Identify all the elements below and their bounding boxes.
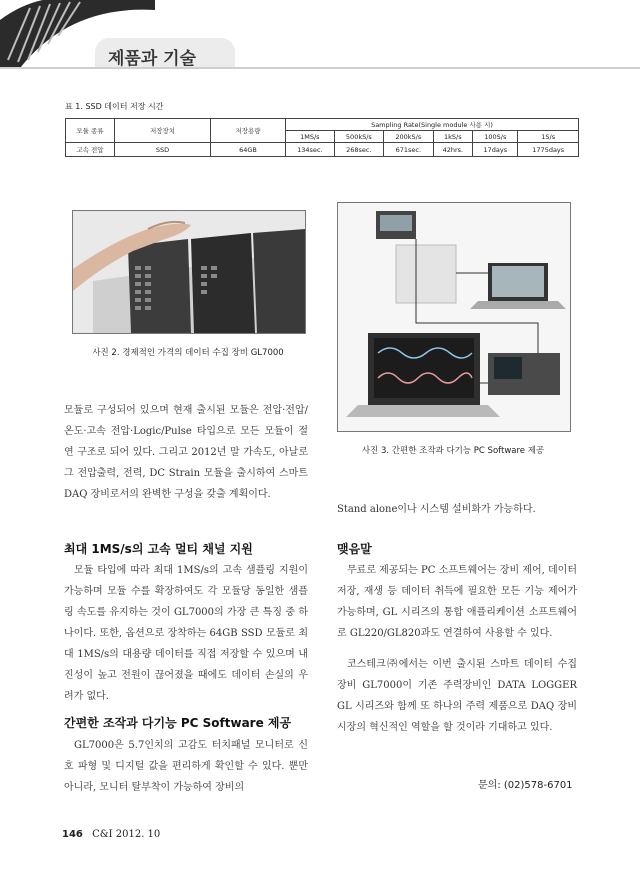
header-rule bbox=[0, 67, 640, 69]
software-paragraph: GL7000은 5.7인치의 고감도 터치패널 모니터로 신호 파형 및 디지털 값을 편리하게 확인할 수 있다. 뿐만 아니라, 모니터 탈부착이 가능하여 장비의 bbox=[64, 740, 308, 793]
heading-conclusion: 맺음말 bbox=[337, 542, 372, 556]
heading-software: 간편한 조작과 다기능 PC Software 제공 bbox=[64, 716, 292, 730]
th-rate: 1S/s bbox=[518, 131, 579, 143]
magazine-issue: C&I 2012. 10 bbox=[92, 829, 161, 840]
th-rate: 1MS/s bbox=[286, 131, 335, 143]
cell-value: 42hrs. bbox=[433, 143, 473, 157]
cell-module: 고속 전압 bbox=[66, 143, 115, 157]
continuation-text: Stand alone이나 시스템 설비화가 가능하다. bbox=[337, 504, 536, 515]
page-footer bbox=[62, 829, 160, 840]
th-rate: 200kS/s bbox=[384, 131, 433, 143]
photo-gl7000-modules bbox=[72, 210, 306, 334]
table-row bbox=[66, 143, 579, 157]
heading-multichannel: 최대 1MS/s의 고속 멀티 채널 지원 bbox=[64, 542, 253, 556]
cell-value: 268sec. bbox=[334, 143, 383, 157]
contact-info: 문의: (02)578-6701 bbox=[478, 780, 573, 791]
section-title: 제품과 기술 bbox=[108, 49, 197, 69]
th-device: 저장장치 bbox=[115, 119, 211, 143]
cell-value: 134sec. bbox=[286, 143, 335, 157]
th-module: 모듈 종류 bbox=[66, 119, 115, 143]
cell-value: 1775days bbox=[518, 143, 579, 157]
conclusion-paragraph-1: 무료로 제공되는 PC 소프트웨어는 장비 제어, 데이터 저장, 재생 등 데이터 취득에 필요한 모든 기능 제어가 가능하며, GL 시리즈의 통합 애플리케이션 소프트웨어로 GL220/GL820과도 연결하여 사용할 수 있다. bbox=[337, 565, 577, 639]
table-caption: 표 1. SSD 데이터 저장 시간 bbox=[65, 102, 164, 111]
th-rate-group: Sampling Rate(Single module 사용 시) bbox=[286, 119, 579, 131]
cell-value: 671sec. bbox=[384, 143, 433, 157]
conclusion-paragraph-2: 코스테크㈜에서는 이번 출시된 스마트 데이터 수집 장비 GL7000이 기존 주력장비인 DATA LOGGER GL 시리즈와 함께 또 하나의 주력 제품으로 DAQ 장비 시장의 혁신적인 역할을 할 것이라 기대하고 있다. bbox=[337, 659, 577, 733]
th-rate: 1kS/s bbox=[433, 131, 473, 143]
ssd-storage-table bbox=[65, 118, 579, 157]
page-number: 146 bbox=[62, 829, 83, 840]
th-rate: 100S/s bbox=[473, 131, 518, 143]
photo3-caption: 사진 3. 간편한 조작과 다기능 PC Software 제공 bbox=[361, 446, 545, 456]
th-capacity: 저장용량 bbox=[211, 119, 286, 143]
cell-capacity: 64GB bbox=[211, 143, 286, 157]
intro-paragraph: 모듈로 구성되어 있으며 현재 출시된 모듈은 전압·전압/온도·고속 전압·Logic/Pulse 타입으로 모든 모듈이 절연 구조로 되어 있다. 그리고 2012년 말 가속도, 아날로그 전압출력, 전력, DC Strain 모듈을 출시하여 스마트 DAQ 장비로서의 완벽한 구성을 갖출 계획이다. bbox=[64, 405, 308, 500]
photo2-caption: 사진 2. 경제적인 가격의 데이터 수집 장비 GL7000 bbox=[92, 348, 284, 358]
multichannel-paragraph: 모듈 타입에 따라 최대 1MS/s의 고속 샘플링 지원이 가능하며 모듈 수를 확장하여도 각 모듈당 동일한 샘플링 속도를 유지하는 것이 GL7000의 가장 큰 특징 중 하나이다. 또한, 옵션으로 장착하는 64GB SSD 모듈로 최대 1MS/s의 대용량 데이터를 직접 저장할 수 있으며 내진성이 높고 전원이 끊어졌을 때에도 데이터 손실의 우려가 없다. bbox=[64, 565, 308, 702]
cell-device: SSD bbox=[115, 143, 211, 157]
photo-pc-software bbox=[337, 202, 571, 432]
cell-value: 17days bbox=[473, 143, 518, 157]
th-rate: 500kS/s bbox=[334, 131, 383, 143]
